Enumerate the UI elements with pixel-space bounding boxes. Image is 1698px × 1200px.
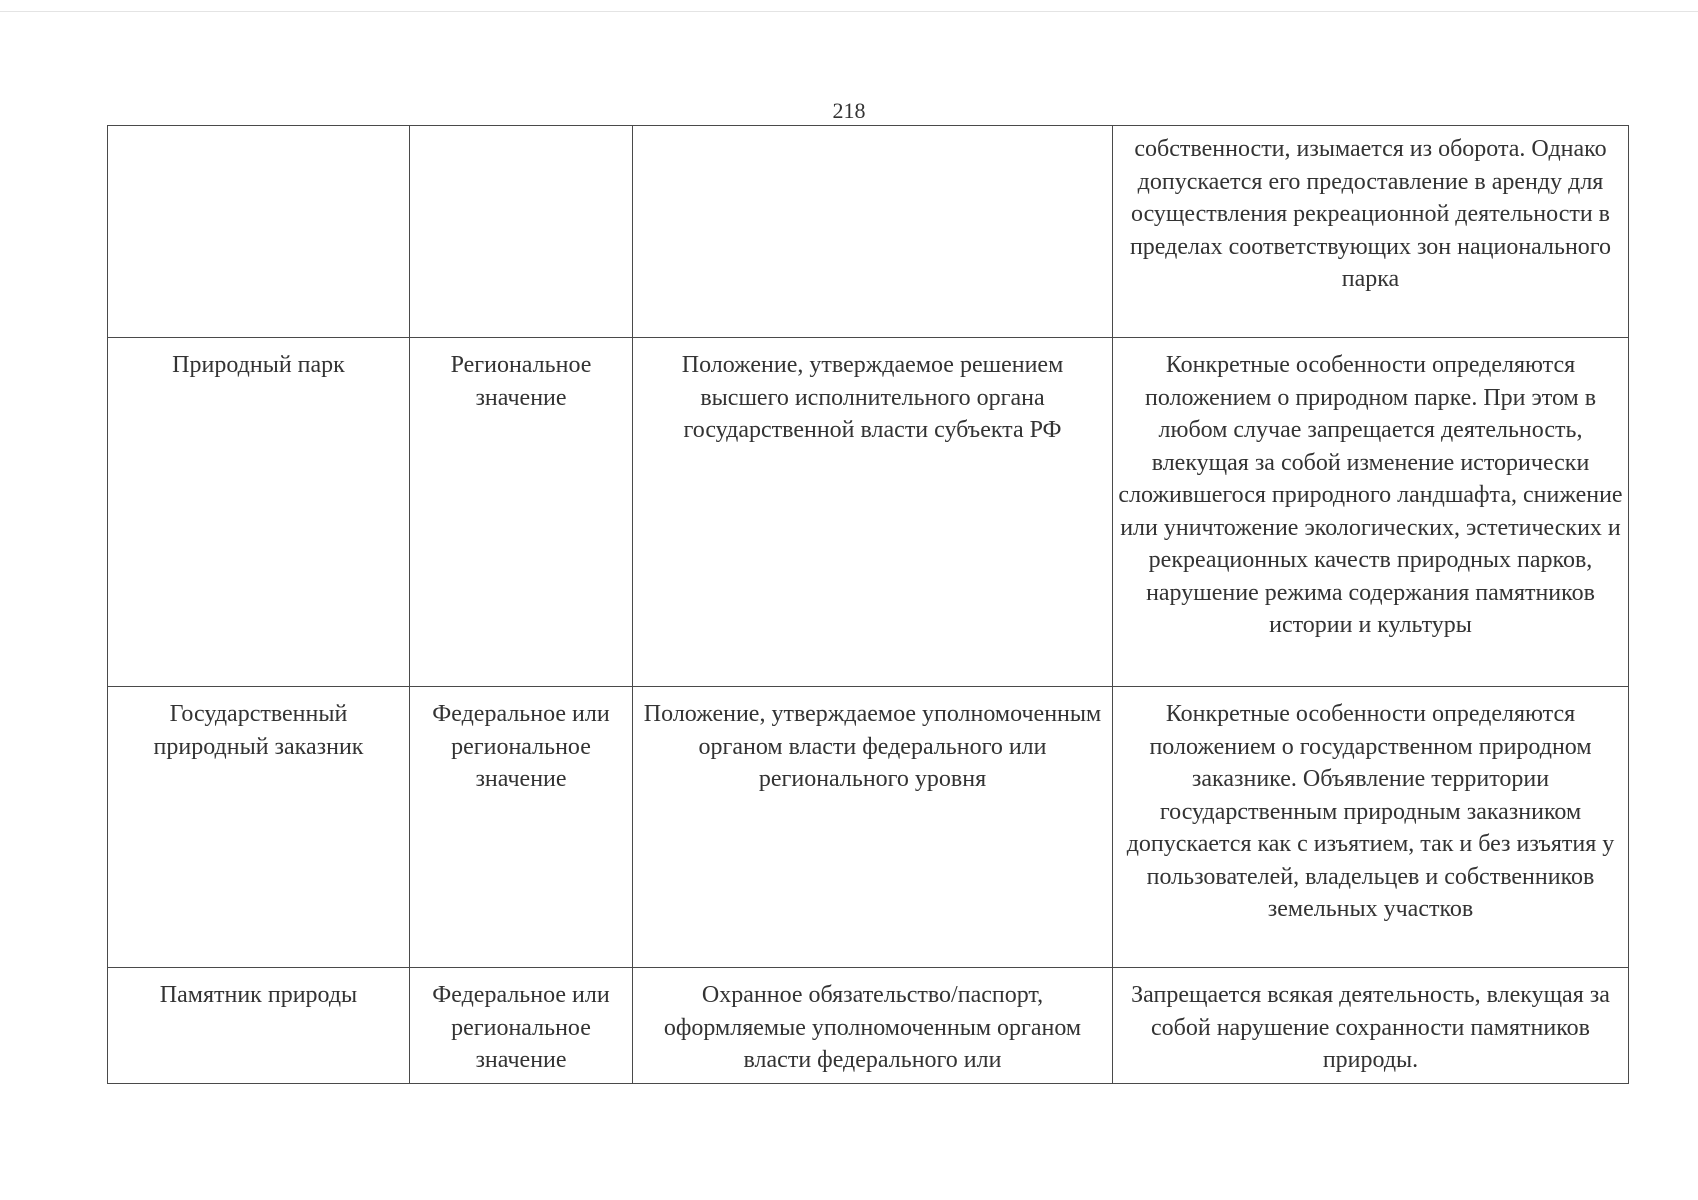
- cell-document: Положение, утверждаемое решением высшего исполнительного органа государственной власти субъекта РФ: [633, 338, 1113, 687]
- table-row: [108, 968, 1629, 1084]
- cell-type: Памятник природы: [108, 968, 410, 1084]
- cell-type: [108, 126, 410, 338]
- table-row: [108, 338, 1629, 687]
- table-row: [108, 687, 1629, 968]
- protected-areas-table: [107, 125, 1629, 1084]
- cell-significance: Федеральное или региональное значение: [410, 968, 633, 1084]
- cell-significance: [410, 126, 633, 338]
- cell-features: собственности, изымается из оборота. Однако допускается его предоставление в аренду для осуществления рекреационной деятельности в пределах соответствующих зон национального парка: [1113, 126, 1629, 338]
- cell-features: Запрещается всякая деятельность, влекущая за собой нарушение сохранности памятников природы.: [1113, 968, 1629, 1084]
- cell-document: Положение, утверждаемое уполномоченным органом власти федерального или регионального уровня: [633, 687, 1113, 968]
- page-number: 218: [832, 98, 866, 123]
- cell-type: Государственный природный заказник: [108, 687, 410, 968]
- cell-features: Конкретные особенности определяются положением о природном парке. При этом в любом случае запрещается деятельность, влекущая за собой изменение исторически сложившегося природного ландшафта, снижение или уничтожение экологических, эстетических и рекреационных качеств природных парков, нарушение режима содержания памятников истории и культуры: [1113, 338, 1629, 687]
- cell-document: Охранное обязательство/паспорт, оформляемые уполномоченным органом власти федерального или: [633, 968, 1113, 1084]
- scan-edge-line: [0, 11, 1698, 12]
- cell-document: [633, 126, 1113, 338]
- table-row: [108, 126, 1629, 338]
- cell-features: Конкретные особенности определяются положением о государственном природном заказнике. Объявление территории государственным природным заказником допускается как с изъятием, так и без изъятия у пользователей, владельцев и собственников земельных участков: [1113, 687, 1629, 968]
- cell-significance: Федеральное или региональное значение: [410, 687, 633, 968]
- cell-significance: Региональное значение: [410, 338, 633, 687]
- cell-type: Природный парк: [108, 338, 410, 687]
